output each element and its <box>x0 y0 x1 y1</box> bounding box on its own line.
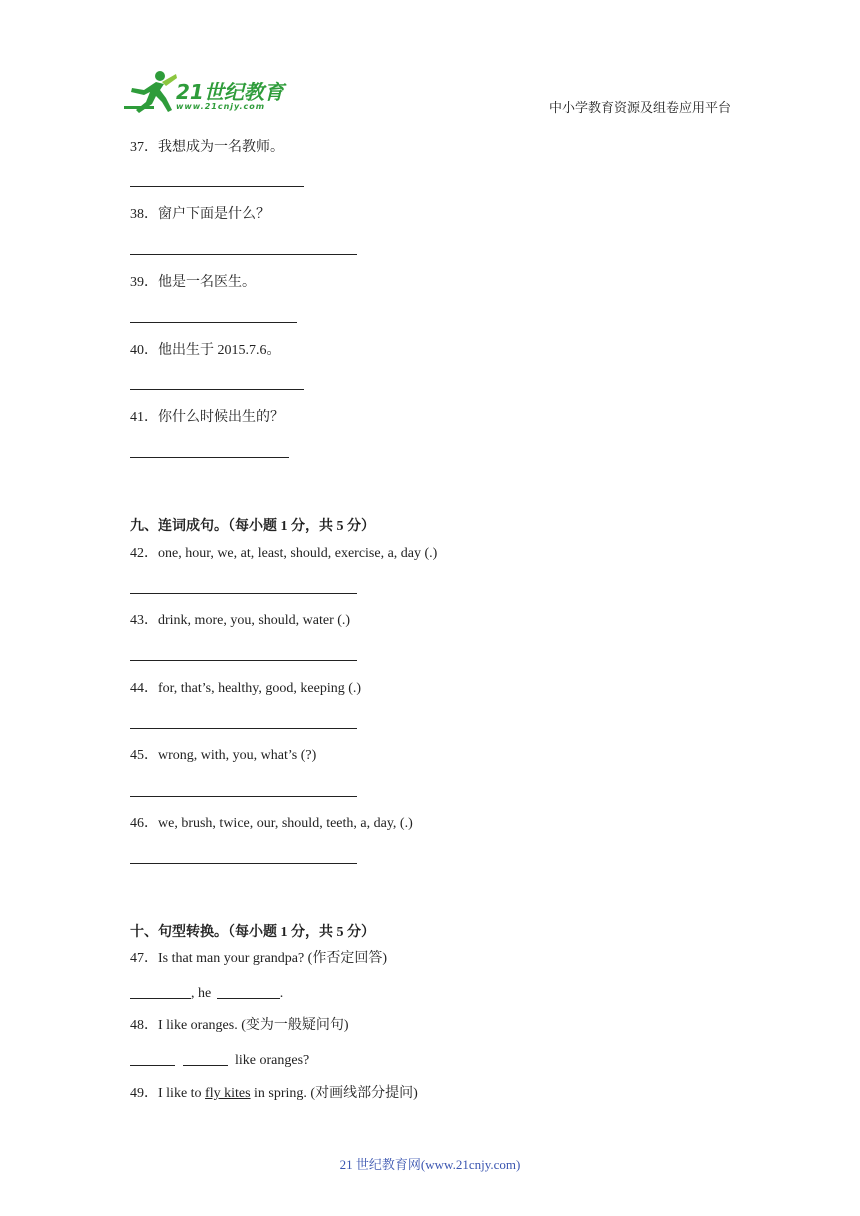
question-number: 45． <box>130 748 158 763</box>
question-47 <box>130 950 387 968</box>
question-38 <box>130 206 270 224</box>
question-number: 40． <box>130 343 158 358</box>
question-number: 41． <box>130 410 158 425</box>
question-42 <box>130 545 437 563</box>
platform-name: 中小学教育资源及组卷应用平台 <box>549 100 732 115</box>
question-text: I like oranges. (变为一般疑问句) <box>158 1018 349 1033</box>
answer-blank[interactable] <box>217 984 280 999</box>
answer-row-48 <box>130 1051 309 1070</box>
answer-line-46[interactable] <box>130 863 357 864</box>
page-footer: 21 世纪教育网(www.21cnjy.com) <box>339 1157 521 1172</box>
header-logo <box>122 68 292 114</box>
question-text: 你什么时候出生的？ <box>158 410 284 425</box>
question-40 <box>130 342 281 360</box>
question-number: 38． <box>130 207 158 222</box>
answer-blank[interactable] <box>130 1051 175 1066</box>
question-49 <box>130 1085 418 1103</box>
section-10-title: 十、句型转换。（每小题 1 分，共 5 分） <box>130 925 375 940</box>
answer-blank[interactable] <box>183 1051 228 1066</box>
question-text-pre: I like to <box>158 1086 206 1101</box>
question-text: 我想成为一名教师。 <box>158 140 284 155</box>
question-text: drink, more, you, should, water (.) <box>158 613 351 628</box>
question-41 <box>130 409 284 427</box>
answer-line-44[interactable] <box>130 728 357 729</box>
logo-url: www.21cnjy.com <box>176 102 266 111</box>
question-44 <box>130 680 361 698</box>
question-number: 46． <box>130 816 158 831</box>
question-text: one, hour, we, at, least, should, exercise, a, day (.) <box>158 546 438 561</box>
question-text: 他是一名医生。 <box>158 275 256 290</box>
question-46 <box>130 815 413 833</box>
question-number: 37． <box>130 140 158 155</box>
section-9-title: 九、连词成句。（每小题 1 分，共 5 分） <box>130 519 375 534</box>
question-number: 49． <box>130 1086 158 1101</box>
question-39 <box>130 274 256 292</box>
question-text: 窗户下面是什么？ <box>158 207 270 222</box>
question-48 <box>130 1017 349 1035</box>
question-text: we, brush, twice, our, should, teeth, a, day, (.) <box>158 816 413 831</box>
answer-line-37[interactable] <box>130 186 304 187</box>
question-text: Is that man your grandpa? (作否定回答) <box>158 951 387 966</box>
question-number: 44． <box>130 681 158 696</box>
runner-logo-icon <box>122 68 178 114</box>
question-text-post: in spring. (对画线部分提问) <box>250 1086 418 1101</box>
answer-line-38[interactable] <box>130 254 357 255</box>
question-43 <box>130 612 350 630</box>
question-45 <box>130 747 316 765</box>
answer-blank[interactable] <box>130 984 191 999</box>
question-number: 42． <box>130 546 158 561</box>
question-text: 他出生于 2015.7.6。 <box>158 343 281 358</box>
answer-line-40[interactable] <box>130 389 304 390</box>
question-number: 47． <box>130 951 158 966</box>
underlined-phrase: fly kites <box>205 1086 251 1101</box>
answer-line-42[interactable] <box>130 593 357 594</box>
answer-line-41[interactable] <box>130 457 289 458</box>
question-text: wrong, with, you, what’s (?) <box>158 748 317 763</box>
logo-title: 21世纪教育 <box>176 80 284 104</box>
answer-text: . <box>279 986 284 1001</box>
answer-text: like oranges? <box>235 1053 310 1068</box>
question-number: 43． <box>130 613 158 628</box>
answer-line-39[interactable] <box>130 322 297 323</box>
answer-line-45[interactable] <box>130 796 357 797</box>
answer-line-43[interactable] <box>130 660 357 661</box>
question-number: 48． <box>130 1018 158 1033</box>
question-37 <box>130 139 284 157</box>
question-text: for, that’s, healthy, good, keeping (.) <box>158 681 362 696</box>
answer-row-47 <box>130 984 283 1003</box>
question-number: 39． <box>130 275 158 290</box>
answer-text: , he <box>191 986 212 1001</box>
